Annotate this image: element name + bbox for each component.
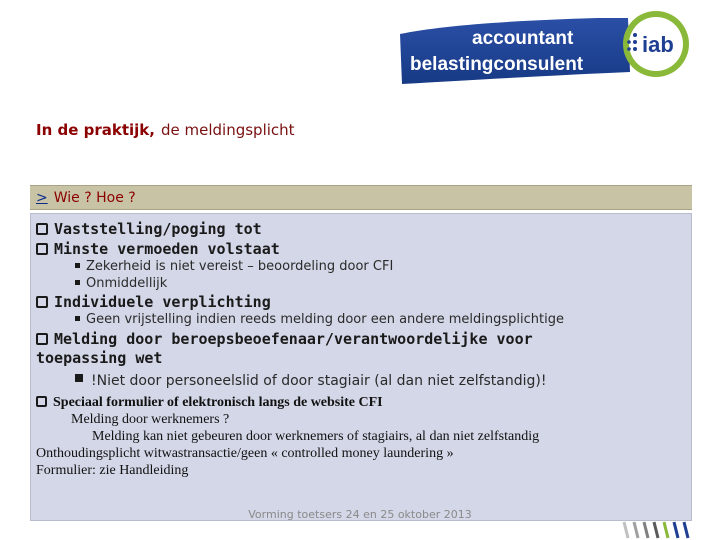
sub-bullet-text: Melding door werknemers ? bbox=[71, 412, 230, 427]
logo-line2: belastingconsulent bbox=[410, 54, 584, 75]
bullet-text: Individuele verplichting bbox=[54, 293, 271, 311]
sub-bullet-text: Zekerheid is niet vereist – beoordeling door CFI bbox=[86, 259, 394, 274]
sub-bullet-text: Geen vrijstelling indien reeds melding door een andere meldingsplichtige bbox=[86, 312, 564, 327]
bullet-item-7 bbox=[36, 463, 188, 479]
sub-bullet-4-1 bbox=[75, 373, 547, 389]
sub-bullet-3-1 bbox=[75, 312, 564, 327]
sub-bullet-2-2 bbox=[75, 276, 167, 291]
bullet-text: toepassing wet bbox=[36, 349, 163, 367]
logo-badge: iab bbox=[642, 32, 674, 57]
sub-bullet-5-1 bbox=[71, 412, 229, 428]
header-arrow: > bbox=[36, 190, 48, 206]
square-bullet-icon bbox=[75, 263, 80, 268]
slide-title bbox=[36, 121, 295, 139]
bullet-item-2 bbox=[36, 240, 280, 258]
sub-bullet-2-1 bbox=[75, 259, 393, 274]
decorative-slashes-icon bbox=[620, 520, 700, 540]
checkbox-bullet-icon bbox=[36, 333, 48, 345]
bullet-item-3 bbox=[36, 293, 271, 311]
checkbox-bullet-icon bbox=[36, 396, 47, 407]
sub-bullet-5-2 bbox=[92, 429, 539, 445]
bullet-text: Minste vermoeden volstaat bbox=[54, 240, 280, 258]
checkbox-bullet-icon bbox=[36, 296, 48, 308]
bullet-item-6 bbox=[36, 446, 454, 462]
square-bullet-icon bbox=[75, 280, 80, 285]
bullet-item-5 bbox=[36, 395, 383, 411]
bullet-item-4-cont bbox=[36, 349, 162, 367]
bullet-text: Formulier: zie Handleiding bbox=[36, 463, 189, 478]
bullet-item-1 bbox=[36, 220, 262, 238]
sub-bullet-text: Onmiddellijk bbox=[86, 276, 168, 291]
header-text: Wie ? Hoe ? bbox=[53, 190, 136, 206]
sub-bullet-text: !Niet door personeelslid of door stagiair (al dan niet zelfstandig)! bbox=[91, 373, 547, 389]
title-light: de meldingsplicht bbox=[160, 121, 295, 139]
checkbox-bullet-icon bbox=[36, 243, 48, 255]
iab-logo bbox=[398, 8, 690, 86]
checkbox-bullet-icon bbox=[36, 223, 48, 235]
bullet-text: Melding door beroepsbeoefenaar/verantwoordelijke voor bbox=[54, 330, 533, 348]
title-bold: In de praktijk, bbox=[36, 121, 155, 139]
logo-line1: accountant bbox=[472, 28, 574, 49]
square-bullet-icon bbox=[75, 374, 83, 382]
bullet-item-4 bbox=[36, 330, 533, 348]
bullet-text: Speciaal formulier of elektronisch langs de website CFI bbox=[53, 395, 383, 410]
bullet-text: Onthoudingsplicht witwastransactie/geen « controlled money laundering » bbox=[36, 446, 454, 461]
section-header bbox=[30, 185, 692, 210]
content-panel bbox=[30, 213, 692, 521]
slide-footer: Vorming toetsers 24 en 25 oktober 2013 bbox=[248, 508, 472, 521]
sub-bullet-text: Melding kan niet gebeuren door werknemers of stagiairs, al dan niet zelfstandig bbox=[92, 429, 540, 444]
bullet-text: Vaststelling/poging tot bbox=[54, 220, 262, 238]
square-bullet-icon bbox=[75, 316, 80, 321]
